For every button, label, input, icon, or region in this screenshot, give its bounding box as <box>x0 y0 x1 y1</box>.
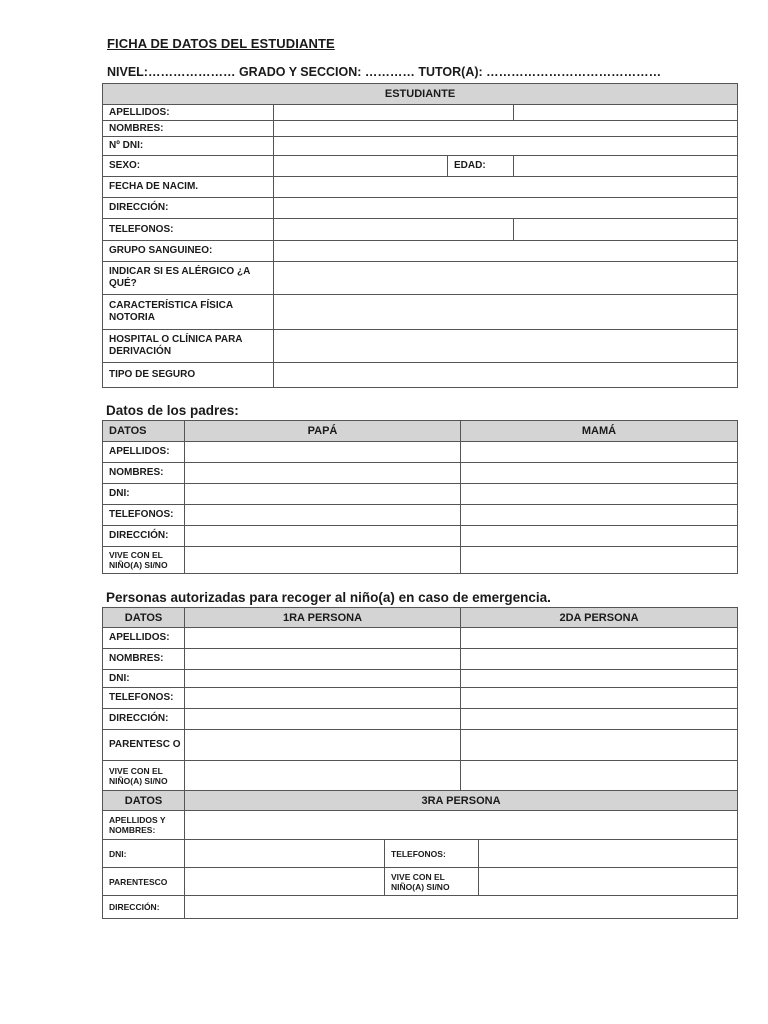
label-hospital: HOSPITAL O CLÍNICA PARA DERIVACIÓN <box>103 330 274 363</box>
authorized-row-label: VIVE CON EL NIÑO(A) SI/NO <box>103 761 185 791</box>
authorized-section-title: Personas autorizadas para recoger al niño(a) en caso de emergencia. <box>106 590 551 605</box>
field-caracteristica[interactable] <box>274 295 738 330</box>
person2-telefonos-field[interactable] <box>461 688 738 709</box>
label-sexo: SEXO: <box>103 156 274 177</box>
field-hospital[interactable] <box>274 330 738 363</box>
person2-apellidos-field[interactable] <box>461 628 738 649</box>
label-tipo-seguro: TIPO DE SEGURO <box>103 363 274 388</box>
mama-nombres-field[interactable] <box>461 463 738 484</box>
mama-apellidos-field[interactable] <box>461 442 738 463</box>
authorized-col-1: 1RA PERSONA <box>185 608 461 628</box>
papa-vive-con-field[interactable] <box>185 547 461 574</box>
field-direccion[interactable] <box>274 198 738 219</box>
parents-row-label: NOMBRES: <box>103 463 185 484</box>
student-header: ESTUDIANTE <box>103 84 738 105</box>
person3-vive-con-field[interactable] <box>479 868 738 896</box>
mama-vive-con-field[interactable] <box>461 547 738 574</box>
authorized-col-datos: DATOS <box>103 608 185 628</box>
person1-nombres-field[interactable] <box>185 649 461 670</box>
parents-row-label: VIVE CON EL NIÑO(A) SI/NO <box>103 547 185 574</box>
papa-direccion-field[interactable] <box>185 526 461 547</box>
third-label-telefonos: TELEFONOS: <box>385 840 479 868</box>
parents-row-label: DNI: <box>103 484 185 505</box>
third-label-dni: DNI: <box>103 840 185 868</box>
field-telefonos-1[interactable] <box>274 219 514 241</box>
authorized-row-label: PARENTESC O <box>103 730 185 761</box>
field-edad[interactable] <box>514 156 738 177</box>
form-title: FICHA DE DATOS DEL ESTUDIANTE <box>107 36 335 51</box>
parents-col-papa: PAPÁ <box>185 421 461 442</box>
parents-row-label: APELLIDOS: <box>103 442 185 463</box>
label-fecha-nacim: FECHA DE NACIM. <box>103 177 274 198</box>
person3-telefonos-field[interactable] <box>479 840 738 868</box>
person3-direccion-field[interactable] <box>185 896 738 919</box>
person1-apellidos-field[interactable] <box>185 628 461 649</box>
field-telefonos-2[interactable] <box>514 219 738 241</box>
third-label-apellidos-nombres: APELLIDOS Y NOMBRES: <box>103 811 185 840</box>
third-col-3: 3RA PERSONA <box>185 791 738 811</box>
field-sexo[interactable] <box>274 156 448 177</box>
mama-direccion-field[interactable] <box>461 526 738 547</box>
label-apellidos: APELLIDOS: <box>103 105 274 121</box>
field-nombres[interactable] <box>274 121 738 137</box>
authorized-row-label: NOMBRES: <box>103 649 185 670</box>
authorized-row-label: APELLIDOS: <box>103 628 185 649</box>
field-tipo-seguro[interactable] <box>274 363 738 388</box>
person1-vive-con-field[interactable] <box>185 761 461 791</box>
authorized-row-label: TELEFONOS: <box>103 688 185 709</box>
label-caracteristica: CARACTERÍSTICA FÍSICA NOTORIA <box>103 295 274 330</box>
label-edad: EDAD: <box>448 156 514 177</box>
label-grupo-sanguineo: GRUPO SANGUINEO: <box>103 241 274 262</box>
person1-direccion-field[interactable] <box>185 709 461 730</box>
student-table <box>102 83 738 388</box>
mama-dni-field[interactable] <box>461 484 738 505</box>
parents-table <box>102 420 738 574</box>
authorized-table <box>102 607 738 919</box>
field-fecha-nacim[interactable] <box>274 177 738 198</box>
papa-telefonos-field[interactable] <box>185 505 461 526</box>
level-grade-tutor-line: NIVEL:………………… GRADO Y SECCION: ………… TUTOR(A): …………………………………… <box>107 65 662 79</box>
third-label-vive-con: VIVE CON EL NIÑO(A) SI/NO <box>385 868 479 896</box>
field-apellidos-2[interactable] <box>514 105 738 121</box>
person1-telefonos-field[interactable] <box>185 688 461 709</box>
third-col-datos: DATOS <box>103 791 185 811</box>
person2-dni-field[interactable] <box>461 670 738 688</box>
parents-section-title: Datos de los padres: <box>106 403 239 418</box>
person1-parentesco-field[interactable] <box>185 730 461 761</box>
authorized-row-label: DIRECCIÓN: <box>103 709 185 730</box>
papa-dni-field[interactable] <box>185 484 461 505</box>
papa-nombres-field[interactable] <box>185 463 461 484</box>
parents-col-datos: DATOS <box>103 421 185 442</box>
third-label-parentesco: PARENTESCO <box>103 868 185 896</box>
label-alergico: INDICAR SI ES ALÉRGICO ¿A QUÉ? <box>103 262 274 295</box>
third-label-direccion: DIRECCIÓN: <box>103 896 185 919</box>
label-telefonos: TELEFONOS: <box>103 219 274 241</box>
field-dni[interactable] <box>274 137 738 156</box>
person3-dni-field[interactable] <box>185 840 385 868</box>
parents-col-mama: MAMÁ <box>461 421 738 442</box>
label-direccion: DIRECCIÓN: <box>103 198 274 219</box>
person1-dni-field[interactable] <box>185 670 461 688</box>
person2-nombres-field[interactable] <box>461 649 738 670</box>
person3-apellidos-nombres-field[interactable] <box>185 811 738 840</box>
parents-row-label: TELEFONOS: <box>103 505 185 526</box>
field-apellidos-1[interactable] <box>274 105 514 121</box>
authorized-row-label: DNI: <box>103 670 185 688</box>
parents-row-label: DIRECCIÓN: <box>103 526 185 547</box>
authorized-col-2: 2DA PERSONA <box>461 608 738 628</box>
person3-parentesco-field[interactable] <box>185 868 385 896</box>
person2-vive-con-field[interactable] <box>461 761 738 791</box>
mama-telefonos-field[interactable] <box>461 505 738 526</box>
person2-parentesco-field[interactable] <box>461 730 738 761</box>
label-nombres: NOMBRES: <box>103 121 274 137</box>
person2-direccion-field[interactable] <box>461 709 738 730</box>
label-dni: Nº DNI: <box>103 137 274 156</box>
field-grupo-sanguineo[interactable] <box>274 241 738 262</box>
field-alergico[interactable] <box>274 262 738 295</box>
papa-apellidos-field[interactable] <box>185 442 461 463</box>
